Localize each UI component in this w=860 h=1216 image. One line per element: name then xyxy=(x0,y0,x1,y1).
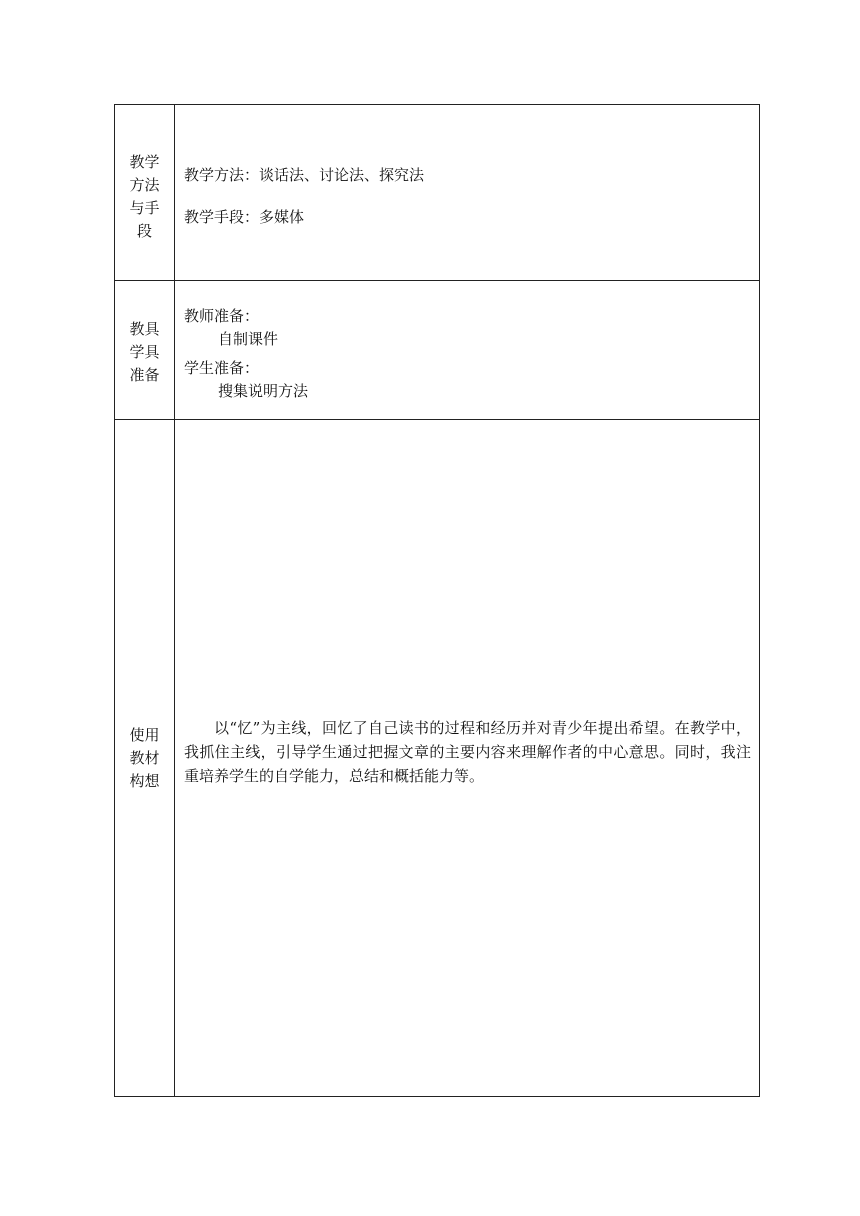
row-content-preparation xyxy=(175,281,760,420)
concept-paragraph: 以“忆”为主线，回忆了自己读书的过程和经历并对青少年提出希望。在教学中，我抓住主线，引导学生通过把握文章的主要内容来理解作者的中心意思。同时，我注重培养学生的自学能力，总结和概括能力等。 xyxy=(184,719,751,785)
label-line: 学具 xyxy=(129,342,160,361)
row-label-preparation xyxy=(115,281,175,420)
label-line: 段 xyxy=(136,221,152,240)
label-line: 构想 xyxy=(129,771,160,790)
label-line: 教学 xyxy=(129,152,160,171)
student-prep-heading: 学生准备： xyxy=(184,359,260,377)
row-content-concept xyxy=(175,420,760,1097)
lesson-plan-table xyxy=(114,104,760,1097)
row-content-methods xyxy=(175,105,760,281)
row-label-concept xyxy=(115,420,175,1097)
label-line: 教具 xyxy=(129,319,160,338)
teacher-prep-item: 自制课件 xyxy=(218,330,279,348)
label-line: 准备 xyxy=(129,365,160,384)
label-line: 方法 xyxy=(129,175,160,194)
row-label-methods xyxy=(115,105,175,281)
label-line: 教材 xyxy=(129,748,160,767)
teacher-prep-heading: 教师准备： xyxy=(184,307,260,325)
teaching-means-text: 教学手段：多媒体 xyxy=(184,208,305,226)
table-row xyxy=(115,281,760,420)
label-line: 使用 xyxy=(129,725,160,744)
label-line: 与手 xyxy=(129,198,160,217)
table-row xyxy=(115,105,760,281)
student-prep-item: 搜集说明方法 xyxy=(218,382,309,400)
teaching-method-text: 教学方法：谈话法、讨论法、探究法 xyxy=(184,166,425,184)
table-row xyxy=(115,420,760,1097)
